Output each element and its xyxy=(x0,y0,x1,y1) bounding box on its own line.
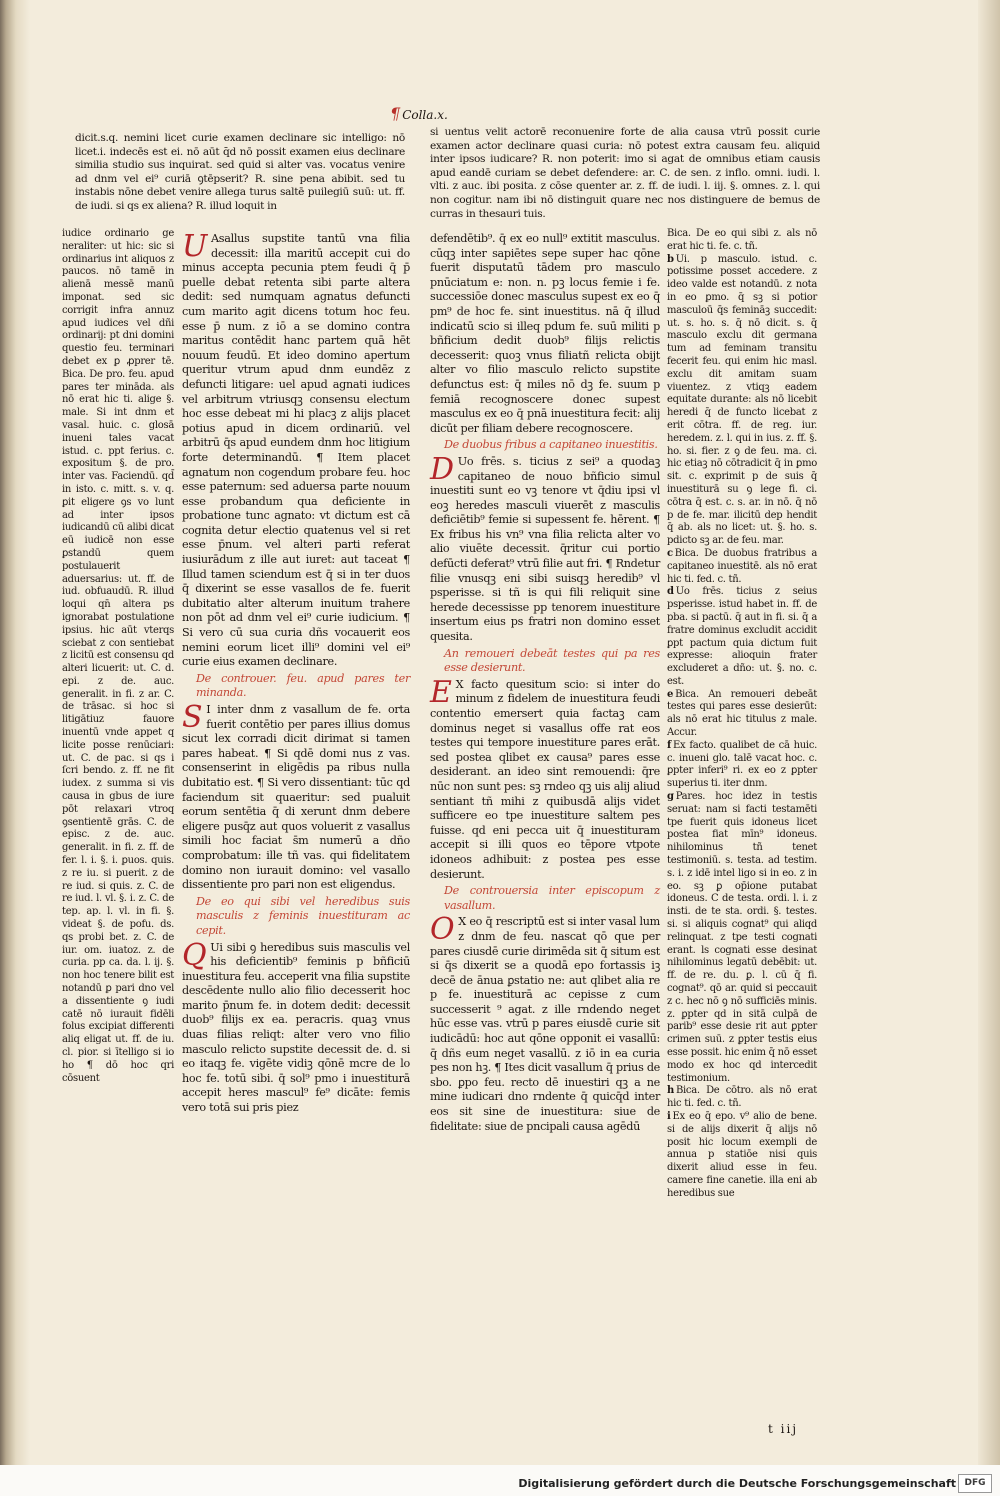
paragraph-text: Ui. p masculo. istud. c. potissime posset accedere. z ideo valde est notandū. z nota in eo ꝑmo. q̄ sꝫ si potior masculoū q̄s femināꝫ succedit: ut. s. ho. s. q̄ nō dicit. s. q̄ masculo exclu dit germana tum ad feminam transitu fecerit feu. qui enim hic masl. exclu dit amitam suam viuentez. z vtiqꝫ eadem equitate durante: als nō licebit heredi q̄ de functo licebat z erit cōtra. ff. de reg. iur. heredem. z. l. qui in ius. z. ff. §. ho. si. fier. z ꝯ de feu. ma. ci. hic etiaꝫ nō cōtradicit q̄ in ꝑmo sit. c. exprimit p de suis q̄ inuestiturā su ꝯ lege fi. ci. cōtra q̄ est. c. s. ar. in nō. q̄ nō p de fe. mar. ilicitū dep hendit q̄ ab. als no licet: ut. §. ho. s. pdicto sꝫ ar. de feu. mar. xyxy=(667,253,817,547)
paragraph-text: Uo frēs. ticius z seius psperisse. istud habet in. ff. de pba. si pactū. q̄ aut in fi. si. q̄ a fratre dominus excludit accidit ꝑpt pactum quia dictum fuit expresse: alioquin frater excluderet a dño: ut. §. no. c. est. xyxy=(667,586,817,687)
text-paragraph xyxy=(667,254,817,548)
text-paragraph xyxy=(182,700,410,893)
paragraph-text: Uo frēs. s. ticius z sei⁹ a quodaꝫ capitaneo de nouo bñficio simul inuestiti sunt eo vꝫ tenore vt q̄diu ipsi vl eoꝫ heredes masculi viuerēt z masculis deficiētib⁹ femie si supessent fe. hērent. ¶ Ex fribus his vn⁹ vna filia relicta alter vo alio viuēte decessit. q̄ritur cui portio defūcti deferat⁹ vtrū filie aut fri. ¶ Rndetur filie vnusqꝫ eni sibi suisqꝫ heredib⁹ vl psperisse. si tñ is qui fili reliquit sine herede decessisse pp tenorem inuestiture insertum eius ps fratri non domino esset quesita. xyxy=(430,454,660,644)
dfg-logo: DFG xyxy=(958,1474,992,1493)
text-paragraph xyxy=(430,912,660,1134)
gloss-paragraph: dicit.s.q. nemini licet curie examen declinare sic intelligo: nō licet.i. indecēs est ei. nō aūt q̄d nō possit examen eius declinare similia studio sus inquirat. sed quid si alter vas. vocatus venire ad dnm vel ei⁹ curiā ꝯtēpserit? R. sine pena abibit. sed tu instabis nōne debet venire allega turus saltē puilegiū suū: ut. ff. de iudi. si qs ex aliena? R. illud loquit in xyxy=(75,132,405,212)
drop-initial: O xyxy=(430,912,455,948)
drop-initial: D xyxy=(430,451,454,487)
text-paragraph xyxy=(430,451,660,645)
gloss-letter-mark: i xyxy=(667,1110,671,1122)
running-head-text: Colla.x. xyxy=(402,108,448,122)
paragraph-text: Pares. hoc idez in testis seruat: nam si facti testamēti tpe fuerit quis idoneus licet postea fiat mīn⁹ idoneus. nihilominus tñ tenet testimoniū. s. testa. ad testim. s. i. z idē intel ligo si in eo. z in eo. sꝫ ꝑ op̄ione putabat idoneus. C de testa. ordi. l. i. z insti. de te sta. ordi. §. testes. si. si aliquis cognat⁹ qui aliqd relinquat. z tpe testi cognati erant. ls cognati esse desinat nihilominus legatū debēbit: ut. ff. de re. du. ꝑ. l. cū q̄ fi. cognat⁹. qō ar. quid si peccauit z c. hec nō ꝯ nō sufficiēs minis. z. ꝑpter qd in sitā culpā de parib⁹ esse desie rit aut ꝑpter crimen suū. z ꝑpter testis eius esse possit. hic enim q̄ nō esset modo ex hoc qd intercedit testimonium. xyxy=(667,791,817,1084)
drop-initial: S xyxy=(182,700,203,735)
gloss-letter-mark: f xyxy=(667,739,672,751)
gloss-left-column xyxy=(62,228,174,1085)
gloss-letter-mark: h xyxy=(667,1085,674,1097)
gloss-letter-mark: b xyxy=(667,253,674,265)
text-paragraph xyxy=(667,689,817,740)
text-paragraph xyxy=(667,548,817,586)
main-text-left-column xyxy=(182,229,410,1116)
text-paragraph xyxy=(667,1085,817,1111)
gloss-letter-mark: d xyxy=(667,586,674,598)
rubric-heading: De controuersia inter episcopum z vasallum. xyxy=(444,884,660,912)
running-head xyxy=(390,104,448,123)
paragraph-text: I inter dnm z vasallum de fe. orta fuerit contētio per pares illius domus sicut lex corradi dicit dirimat si tamen pares habeat. ¶ Si qdē domi nus z vas. consenserint in eligēdis pa ribus nulla dubitatio est. ¶ Si vero dissentiant: tūc qd faciendum sit quaeritur: sed pualuit eorum sentētia q̄ di xerunt dnm debere eligere pusq̄z aut quos voluerit z vasallus simili hoc faciat s̄m numerū a dño comprobatum: ille tñ vas. qui fidelitatem domino non iurauit domino: vel vasallo dissentiente pro pari non est eligendus. xyxy=(182,703,410,892)
paragraph-text: Asallus supstite tantū vna filia decessit: illa maritū accepit cui do minus accepta pecunia ptem feudi q̄ p̄ puelle debat retenta sibi parte altera dedit: sed numquam agnatus defuncti cum marito agit dicens totum hoc feu. esse p̄ num. z iō a se domino contra maritus contēdit hanc partem quā hēt nouum feudū. Et ideo domino apertum queritur vtrum apud dnm eundēz z defuncti litigare: uel apud agnati iudices vel arbitrum vtriusqꝫ consensu electum hoc esse debeat mi hi placꝫ z alijs placet potius apud in dicem ordinariū. vel arbitrū q̄s apud eundem dnm hoc litigium forte determinandū. ¶ Item placet agnatum non cogendum probare feu. hoc esse paternum: sed aduersa parte nouum esse probandum qua deficiente in probatione tunc agnato: vt dictum est cā cognita detur electio quatenus vel si ret esse p̄num. vel alteri parti referat iusiurādum z ille aut iuret: aut taceat ¶ Illud tamen sciendum est q̄ si in ter duos q̄ dixerint se esse vasallos de fe. fuerit dubitatio alter alterum inuitum trahere non pōt ad dnm vel ei⁹ curie iudicium. ¶ Si vero cū sua curia dñs vocauerit eos nemini eorum licet illi⁹ domini vel ei⁹ curie eius examen declinare. xyxy=(182,232,410,669)
funding-notice: Digitalisierung gefördert durch die Deutsche Forschungsgemeinschaft xyxy=(518,1477,956,1490)
gloss-letter-mark: e xyxy=(667,688,674,700)
paragraph-text: Bica. De duobus fratribus a capitaneo inuestitē. als nō erat hic ti. fed. c. tñ. xyxy=(667,547,817,585)
paragraph-text: Ex facto. qualibet de cā huic. c. inueni glo. talē vacat hoc. c. ꝑpter inferi⁹ ri. ex eo z ꝑpter superius ti. iter dnm. xyxy=(667,739,817,790)
gloss-top-right xyxy=(430,126,820,221)
paragraph-text: Bica. De eo qui sibi z. als nō erat hic ti. fe. c. tñ. xyxy=(667,228,817,252)
text-paragraph xyxy=(182,229,410,670)
gloss-paragraph: si uentus velit actorē reconuenire forte de alia causa vtrū possit curie examen actor declinare quasi curia: nō potest extra causam feu. aliquid inter ipsos iudicare? R. non poterit: imo si agat de omnibus etiam causis apud eandē curiam se debet defendere: ar. C. de sen. z inflo. omni. iudi. l. vlti. z auc. ibi posita. z cōse quenter ar. z. ff. de iudi. l. iij. §. omnes. z. l. qui non cogitur. nam ibi nō distinguit quare nec nos distinguere de bemus de curras in thesauri tuis. xyxy=(430,126,820,220)
text-paragraph xyxy=(667,791,817,1085)
gloss-letter-mark: g xyxy=(667,791,674,803)
paragraph-text: Ex eo q̄ epo. v⁹ alio de bene. si de alijs dixerit q̄ alijs nō posit hic locum exempli de annua p statiōe nisi quis dixerit aliud esse in feu. camere fine canetie. illa eni ab heredibus sue xyxy=(667,1110,817,1199)
main-text-right-column xyxy=(430,232,660,1134)
drop-initial: U xyxy=(182,229,207,264)
text-paragraph xyxy=(667,1111,817,1201)
rubric-heading: An remoueri debeāt testes qui pa res esse desierunt. xyxy=(444,646,660,675)
paragraph-text: Ui sibi ꝯ heredibus suis masculis vel his deficientib⁹ feminis p bñficiū inuestitura feu. acceperit vna filia supstite descēdente nullo alio filio decesserit hoc marito p̄num fe. in dotem dedit: decessit duob⁹ filijs ex ea. peracris. quaꝫ vnus duas filias reliqt: alter vero vno filio masculo relicto supstite decessit de. d. si eo itaqꝫ fe. vigēte vidiꝫ qōnē mcre de lo hoc fe. totū sibi. q̄ sol⁹ pmo i inuestiturā accepit heres mascul⁹ fe⁹ dicāte: femis vero totā sui pris piez xyxy=(182,940,410,1115)
rubric-heading: De eo qui sibi vel heredibus suis masculis z feminis inuestituram ac cepit. xyxy=(196,894,410,937)
paragraph-text: X facto quesitum scio: si inter do minum z fidelem de inuestitura feudi contentio emersert quia factaꝫ cam dominus neget si vasallus offe rat eos testes qui tempore inuestiture pares erāt. sed postea qlibet ex causa⁹ pares esse desiderant. an ideo sint remouendi: q̄re nūc non sunt pes: sꝫ rndeo qꝫ uis alij aliud sentiant tñ mihi z quibusdā alijs videt sufficere eo tpe inuestiture saltem pes fuisse. qd eni pecca uit q̄ inuestituram accepit si illi quos eo tēpore vtpote idoneos adhibuit: z postea pes esse desierunt. xyxy=(430,677,660,881)
gloss-right-column xyxy=(667,228,817,1201)
rubric-heading: De duobus fribus a capitaneo inuestitis. xyxy=(444,438,658,452)
rubric-heading: De controuer. feu. apud pares ter minanda. xyxy=(196,671,410,700)
pilcrow-icon: ¶ xyxy=(390,104,401,123)
paragraph-text: X eo q̄ rescriptū est si inter vasal lum z dnm de feu. nascat qō que per pares ciusdē curie dirimēda sit q̄ situm est si q̄s dixerit se a quodā epo fortassis iꝫ decē de ānua ꝑstatio ne: aut qlibet alia re p fe. inuestiturā ac cepisse z cum successerit ⁹ agat. z ille rndendo neget hūc esse vas. vtrū p pares eiusdē curie sit iudicādū: hoc aut qōne opponit ei vasallū: q̄ dñs eum neget vasallū. z iō in ea curia pes non hꝫ. ¶ Ites dicit vasallum q̄ prius de sbo. ꝑpo feu. recto dē inuestiri qꝫ a ne mine iudicari dno rndente q̄ quicq̄d inter eos sit sine de inuestitura: siue de fidelitate: siue de pncipali causa agēdū xyxy=(430,915,660,1133)
drop-initial: E xyxy=(430,674,452,710)
text-paragraph xyxy=(667,228,817,254)
drop-initial: Q xyxy=(182,937,207,973)
gloss-letter-mark: c xyxy=(667,547,673,559)
text-paragraph xyxy=(667,740,817,791)
text-paragraph xyxy=(667,586,817,688)
paragraph-text: Bica. An remoueri debeāt testes qui pares esse desierūt: als nō erat hic titulus z male. Accur. xyxy=(667,688,817,739)
paragraph-text: defendētib⁹. q̄ ex eo null⁹ extitit masculus. cūqꝫ inter sapiētes sepe super hac qōne fuerit disputatū tādem pro masculo pnūciatum e: non. n. pꝫ locus femie i fe. successiōe donec masculus supest ex eo q̄ pm⁹ de hoc fe. sint inuestitus. nā q̄ illud indicatū scio si illeq pdum fe. suū militi p bñficium dedit duob⁹ filijs relictis decesserit: quoꝫ vnus filiatñ relicta obijt alter vo filio masculo relicto supstite defunctus est: q̄ miles nō dꝫ fe. suum p femiā recognoscere donec supest masculus ex eo q̄ pnā inuestitura fecit: alij dicūt per filiam debere recognoscere. xyxy=(430,232,660,435)
gloss-paragraph: iudice ordinario ge neraliter: ut hic: sic si ordinarius int aliquos z paucos. nō tamē in alienā messē manū imponat. sed sic corrigit infra annuz apud iudices vel dñi ordinarij: pt dni domini questio feu. terminari debet ex ꝑ ꝓprer tē. Bica. De pro. feu. apud pares ter mināda. als nō erat hic ti. alige §. male. Si int dnm et vasal. huic. c. glosā inueni tales vacat istud. c. ppt ferius. c. expositum §. de pro. inter vas. Faciendū. qd̄ in isto. c. mitt. s. v. q. ꝑit eligere ꝯs vo lunt ad inter ipsos iudicandū cū alibi dicat eū iudicē non esse ꝑstandū quem postulauerit aduersarius: ut. ff. de iud. obfuaudū. R. illud loqui qn̄ altera ps ignorabat postulatione ipsius. hic aūt vterqs sciebat z con sentiebat z licitū est consensu qd alteri licuerit: ut. C. d. epi. z de. auc. generalit. in fi. z ar. C. de trāsac. si hoc si litigātiuz fauore inuentū vnde appet q licite posse renūciari: ut. C. de pac. si qs i ſcri bendo. z. ff. ne fit iudex. z summa si vis causa in gbus de iure pōt relaxari vtroq ꝯsentientē grās. C. de episc. z de. auc. generalit. in fi. z. ff. de fer. l. i. §. i. ꝑuos. quis. z re iu. si puerit. z de re iud. si quis. z. C. de re iud. l. vl. §. i. z. C. de tep. ap. l. vl. in fi. §. videat §. de pofu. ds. qs probi bet. z. C. de iur. om. iuatoz. z. de curia. pp ca. da. l. ij. §. non hoc tenere bilit est notandū ꝑ pari dno vel a dissentiente ꝯ iudi catē nō iurauit fidēli folus excipiat differenti aliq eligat ut. ff. de iu. cl. pior. si ītelligo si io ho ¶ dō hoc qri cōsuent xyxy=(62,228,174,1084)
signature-mark: t iij xyxy=(768,1422,799,1436)
text-paragraph xyxy=(430,674,660,882)
text-paragraph xyxy=(430,232,660,436)
gloss-top-left xyxy=(75,132,405,214)
paragraph-text: Bica. De cōtro. als nō erat hic ti. fed. c. tñ. xyxy=(667,1085,817,1110)
text-paragraph xyxy=(182,937,410,1116)
